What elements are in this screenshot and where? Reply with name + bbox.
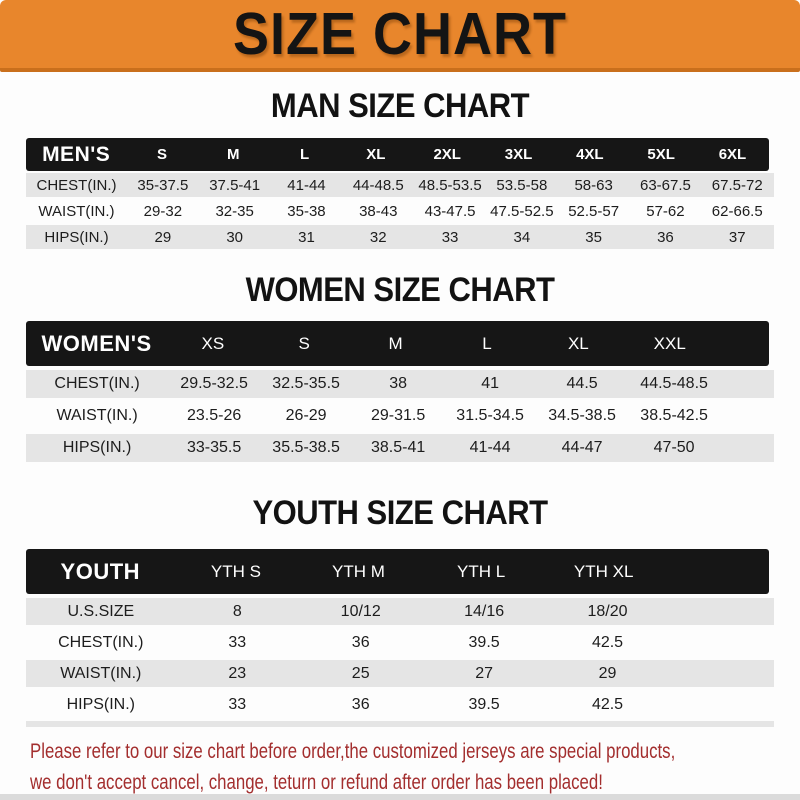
bottom-strip <box>0 794 800 800</box>
table-row <box>26 225 774 249</box>
size-cell: 33-35.5 <box>186 439 242 456</box>
size-cell: 32.5-35.5 <box>272 375 340 392</box>
row-label: CHEST(IN.) <box>36 176 117 194</box>
size-column-header: YTH XL <box>573 561 634 581</box>
size-column-header: 3XL <box>504 146 533 163</box>
size-cell: 44-48.5 <box>352 176 404 194</box>
size-cell: 31.5-34.5 <box>456 407 524 424</box>
size-cell: 27 <box>475 664 493 682</box>
size-column-header: XS <box>201 333 225 353</box>
size-cell: 39.5 <box>468 633 500 651</box>
size-cell: 35-37.5 <box>137 176 189 194</box>
table-group-label: YOUTH <box>60 558 141 584</box>
youth-table-bottom-border <box>26 721 774 727</box>
youth-heading <box>0 492 800 533</box>
size-cell: 42.5 <box>591 633 624 651</box>
size-column-header: 6XL <box>718 146 747 163</box>
size-cell: 38.5-42.5 <box>640 407 708 424</box>
row-label: U.S.SIZE <box>67 602 135 620</box>
size-cell: 33 <box>228 695 247 713</box>
row-label: CHEST(IN.) <box>58 633 144 651</box>
size-cell: 31 <box>298 228 315 246</box>
row-label: HIPS(IN.) <box>62 439 132 456</box>
size-cell: 58-63 <box>574 176 613 194</box>
size-cell: 37 <box>728 228 746 246</box>
size-cell: 57-62 <box>646 202 685 220</box>
size-column-header: 2XL <box>433 146 461 163</box>
size-cell: 34 <box>513 228 531 246</box>
size-cell: 62-66.5 <box>711 202 763 220</box>
size-cell: 35-38 <box>287 202 326 220</box>
size-cell: 37.5-41 <box>209 176 261 194</box>
size-column-header: YTH S <box>210 561 261 581</box>
size-column-header: 5XL <box>647 146 675 163</box>
size-cell: 63-67.5 <box>640 176 691 194</box>
mens-heading <box>0 85 800 126</box>
size-cell: 33 <box>441 228 459 246</box>
size-cell: 44-47 <box>561 439 603 456</box>
row-label: WAIST(IN.) <box>60 664 142 682</box>
table-row <box>26 370 774 398</box>
mens-heading-text: MAN SIZE CHART <box>270 85 530 126</box>
womens-heading-text: WOMEN SIZE CHART <box>245 269 555 310</box>
size-column-header: S <box>298 333 310 353</box>
table-row <box>26 173 774 197</box>
size-cell: 52.5-57 <box>568 202 620 220</box>
size-column-header: XL <box>567 333 589 353</box>
table-row <box>26 660 774 687</box>
size-cell: 29.5-32.5 <box>180 375 248 392</box>
size-cell: 18/20 <box>587 602 628 620</box>
table-group-label: WOMEN'S <box>41 330 152 356</box>
size-cell: 41-44 <box>287 176 326 194</box>
size-cell: 39.5 <box>468 695 500 713</box>
size-cell: 29 <box>154 228 172 246</box>
table-row <box>26 434 774 462</box>
size-cell: 23 <box>228 664 247 682</box>
banner-title: SIZE CHART <box>233 0 567 67</box>
size-cell: 47.5-52.5 <box>490 202 554 220</box>
size-cell: 25 <box>351 664 370 682</box>
womens-section <box>0 269 800 462</box>
size-cell: 38.5-41 <box>370 439 426 456</box>
size-column-header: S <box>156 146 167 163</box>
youth-section <box>0 492 800 727</box>
size-cell: 42.5 <box>591 695 624 713</box>
womens-heading <box>0 269 800 310</box>
table-header-row <box>26 549 769 594</box>
size-column-header: XL <box>366 146 386 163</box>
table-header-row <box>26 321 769 366</box>
womens-size-table <box>26 321 774 462</box>
footer-line1: Please refer to our size chart before order,the customized jerseys are special products, <box>30 740 676 763</box>
row-label: WAIST(IN.) <box>38 202 115 220</box>
banner <box>0 0 800 72</box>
size-cell: 41 <box>481 375 499 392</box>
size-column-header: YTH L <box>456 561 506 581</box>
size-column-header: L <box>482 333 492 353</box>
size-column-header: 4XL <box>576 146 604 163</box>
table-row <box>26 199 774 223</box>
mens-size-table <box>26 138 774 249</box>
footer-line2: we don't accept cancel, change, teturn or refund after order has been placed! <box>30 771 603 794</box>
size-cell: 48.5-53.5 <box>418 176 482 194</box>
size-cell: 8 <box>232 602 242 620</box>
size-column-header: M <box>388 333 403 353</box>
mens-section <box>0 85 800 249</box>
size-cell: 47-50 <box>653 439 695 456</box>
size-column-header: XXL <box>653 333 686 353</box>
youth-size-table <box>26 549 774 718</box>
size-cell: 41-44 <box>469 439 511 456</box>
table-group-label: MEN'S <box>42 142 111 166</box>
size-column-header: M <box>227 146 240 163</box>
size-cell: 38 <box>389 375 407 392</box>
table-row <box>26 629 774 656</box>
size-cell: 67.5-72 <box>711 176 763 194</box>
footer-note <box>30 736 800 798</box>
size-cell: 26-29 <box>285 407 327 424</box>
size-cell: 38-43 <box>359 202 398 220</box>
size-cell: 36 <box>351 695 370 713</box>
size-cell: 29 <box>598 664 617 682</box>
size-cell: 36 <box>657 228 674 246</box>
size-column-header: L <box>299 146 310 163</box>
size-cell: 34.5-38.5 <box>548 407 616 424</box>
row-label: CHEST(IN.) <box>54 375 140 392</box>
size-cell: 10/12 <box>340 602 381 620</box>
size-cell: 53.5-58 <box>496 176 548 194</box>
row-label: WAIST(IN.) <box>56 407 138 424</box>
row-label: HIPS(IN.) <box>66 695 136 713</box>
size-cell: 29-31.5 <box>370 407 426 424</box>
size-cell: 43-47.5 <box>424 202 476 220</box>
row-label: HIPS(IN.) <box>44 228 109 246</box>
size-cell: 30 <box>226 228 243 246</box>
size-cell: 32 <box>369 228 387 246</box>
size-cell: 33 <box>228 633 247 651</box>
size-cell: 35.5-38.5 <box>272 439 340 456</box>
size-cell: 29-32 <box>143 202 183 220</box>
size-cell: 23.5-26 <box>186 407 242 424</box>
table-row <box>26 402 774 430</box>
size-cell: 14/16 <box>464 602 505 620</box>
size-column-header: YTH M <box>332 561 385 581</box>
table-row <box>26 598 774 625</box>
table-row <box>26 691 774 718</box>
size-cell: 32-35 <box>215 202 254 220</box>
size-cell: 44.5 <box>566 375 598 392</box>
size-cell: 36 <box>351 633 370 651</box>
size-cell: 44.5-48.5 <box>640 375 708 392</box>
youth-heading-text: YOUTH SIZE CHART <box>252 492 548 533</box>
table-header-row <box>26 138 769 171</box>
size-cell: 35 <box>585 228 602 246</box>
